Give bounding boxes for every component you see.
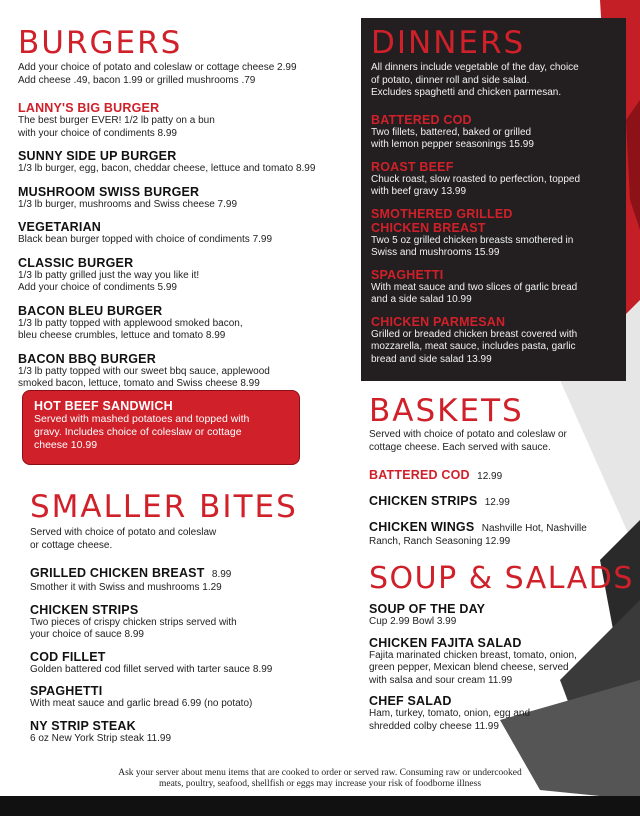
hot-beef-content xyxy=(34,399,292,452)
menu-item xyxy=(371,160,621,199)
menu-item xyxy=(369,694,634,733)
menu-item xyxy=(30,684,330,711)
baskets-title: BASKETS xyxy=(369,393,524,429)
item-name: CHICKEN FAJITA SALAD xyxy=(369,635,522,650)
menu-item xyxy=(30,603,330,642)
item-name: NY STRIP STEAK xyxy=(30,718,136,733)
item-desc: Served with mashed potatoes and topped with gravy. Includes choice of coleslaw or cottage cheese 10.99 xyxy=(34,413,250,451)
item-desc: Cup 2.99 Bowl 3.99 xyxy=(369,616,457,627)
burgers-intro: Add your choice of potato and coleslaw or cottage cheese 2.99 Add cheese .49, bacon 1.99 or grilled mushrooms .79 xyxy=(18,62,297,86)
menu-item xyxy=(369,520,619,549)
item-price: 12.99 xyxy=(477,471,503,482)
item-price: 8.99 xyxy=(211,569,232,580)
soup-salads-section xyxy=(369,561,634,733)
item-name: VEGETARIAN xyxy=(18,220,102,234)
item-desc: The best burger EVER! 1/2 lb patty on a bun with your choice of condiments 8.99 xyxy=(18,115,215,139)
item-desc: Fajita marinated chicken breast, tomato, onion, green pepper, Mexican blend cheese, served with salsa and sour cream 11.99 xyxy=(369,649,577,686)
menu-item xyxy=(369,468,619,484)
smaller-bites-intro: Served with choice of potato and coleslaw or cottage cheese. xyxy=(30,527,217,551)
item-name: HOT BEEF SANDWICH xyxy=(34,399,173,413)
item-name: BATTERED COD xyxy=(371,112,472,127)
food-safety-disclaimer: Ask your server about menu items that are cooked to order or served raw. Consuming raw or undercooked meats, poultry, seafood, shellfish or eggs may increase your risk of foodborne illness xyxy=(118,768,522,789)
item-name: GRILLED CHICKEN BREAST 8.99 xyxy=(30,566,232,580)
item-desc: Golden battered cod fillet served with tarter sauce 8.99 xyxy=(30,663,273,675)
item-desc: With meat sauce and two slices of garlic bread and a side salad 10.99 xyxy=(371,281,578,305)
item-name: CHICKEN PARMESAN xyxy=(371,314,506,329)
item-desc: 1/3 lb patty topped with applewood smoked bacon, bleu cheese crumbles, lettuce and tomato 8.99 xyxy=(18,317,243,341)
menu-item xyxy=(30,566,330,595)
menu-item xyxy=(371,113,621,152)
menu-item xyxy=(18,352,348,391)
item-name: BACON BLEU BURGER xyxy=(18,303,163,318)
soup-salads-title: SOUP & SALADS xyxy=(369,561,634,596)
item-desc: Ham, turkey, tomato, onion, egg and shredded colby cheese 11.99 xyxy=(369,708,531,732)
menu-item xyxy=(30,650,330,677)
menu-item xyxy=(18,220,348,247)
menu-item xyxy=(369,602,634,629)
item-price: 12.99 xyxy=(484,497,510,508)
dinners-title: DINNERS xyxy=(371,25,526,61)
smaller-bites-title: SMALLER BITES xyxy=(30,489,298,525)
item-desc: 1/3 lb patty grilled just the way you like it! Add your choice of condiments 5.99 xyxy=(18,269,200,293)
item-desc: Chuck roast, slow roasted to perfection, topped with beef gravy 13.99 xyxy=(371,173,581,197)
item-desc: Two pieces of crispy chicken strips served with your choice of sauce 8.99 xyxy=(30,616,237,640)
item-name: MUSHROOM SWISS BURGER xyxy=(18,184,200,199)
dinners-intro: All dinners include vegetable of the day, choice of potato, dinner roll and side salad. Excludes spaghetti and chicken parmesan. xyxy=(371,62,579,98)
item-desc: Ranch, Ranch Seasoning 12.99 xyxy=(369,536,511,547)
burgers-section xyxy=(18,25,348,391)
item-name: CHICKEN STRIPS xyxy=(30,602,139,617)
menu-item xyxy=(18,185,348,212)
item-name: SUNNY SIDE UP BURGER xyxy=(18,149,177,163)
item-name: LANNY'S BIG BURGER xyxy=(18,101,160,115)
menu-item xyxy=(369,636,634,688)
item-desc: 6 oz New York Strip steak 11.99 xyxy=(30,732,172,744)
item-desc: Black bean burger topped with choice of condiments 7.99 xyxy=(18,234,273,245)
item-desc: Two fillets, battered, baked or grilled with lemon pepper seasonings 15.99 xyxy=(371,126,534,150)
burgers-title: BURGERS xyxy=(18,25,183,61)
item-name: CHEF SALAD xyxy=(369,694,452,708)
menu-item xyxy=(18,304,348,343)
item-name: SMOTHERED GRILLED CHICKEN BREAST xyxy=(371,206,513,235)
bottom-decorative-bar xyxy=(0,796,640,816)
menu-item xyxy=(18,149,348,176)
item-name: SOUP OF THE DAY xyxy=(369,602,486,616)
baskets-intro: Served with choice of potato and coleslaw or cottage cheese. Each served with sauce. xyxy=(369,429,567,453)
menu-item xyxy=(371,268,621,307)
item-desc: 1/3 lb patty topped with our sweet bbq sauce, applewood smoked bacon, lettuce, tomato and Swiss cheese 8.99 xyxy=(18,365,270,389)
baskets-section xyxy=(369,393,619,549)
menu-item xyxy=(30,719,330,746)
menu-item xyxy=(371,315,621,367)
item-name: ROAST BEEF xyxy=(371,159,454,174)
item-desc: 1/3 lb burger, egg, bacon, cheddar cheese, lettuce and tomato 8.99 xyxy=(18,163,316,174)
item-desc: With meat sauce and garlic bread 6.99 (no potato) xyxy=(30,698,253,709)
menu-item xyxy=(369,494,619,510)
menu-item xyxy=(18,256,348,295)
item-desc: Grilled or breaded chicken breast covered with mozzarella, meat sauce, includes pasta, garlic bread and side salad 13.99 xyxy=(371,328,578,365)
item-desc: Two 5 oz grilled chicken breasts smothered in Swiss and mushrooms 15.99 xyxy=(371,234,574,258)
item-name: COD FILLET xyxy=(30,649,106,664)
smaller-bites-section xyxy=(30,489,330,745)
item-name: SPAGHETTI xyxy=(371,267,444,282)
dinners-section xyxy=(371,25,621,366)
menu-item xyxy=(18,101,348,140)
item-price: Nashville Hot, Nashville xyxy=(481,523,587,534)
item-name: BACON BBQ BURGER xyxy=(18,351,156,366)
menu-item xyxy=(371,207,621,260)
item-name: SPAGHETTI xyxy=(30,684,103,698)
item-name: CHICKEN STRIPS 12.99 xyxy=(369,494,510,508)
item-name: CHICKEN WINGS Nashville Hot, Nashville xyxy=(369,520,587,534)
item-name: CLASSIC BURGER xyxy=(18,255,134,270)
item-name: BATTERED COD 12.99 xyxy=(369,468,503,482)
item-desc: Smother it with Swiss and mushrooms 1.29 xyxy=(30,582,222,593)
item-desc: 1/3 lb burger, mushrooms and Swiss cheese 7.99 xyxy=(18,198,238,210)
